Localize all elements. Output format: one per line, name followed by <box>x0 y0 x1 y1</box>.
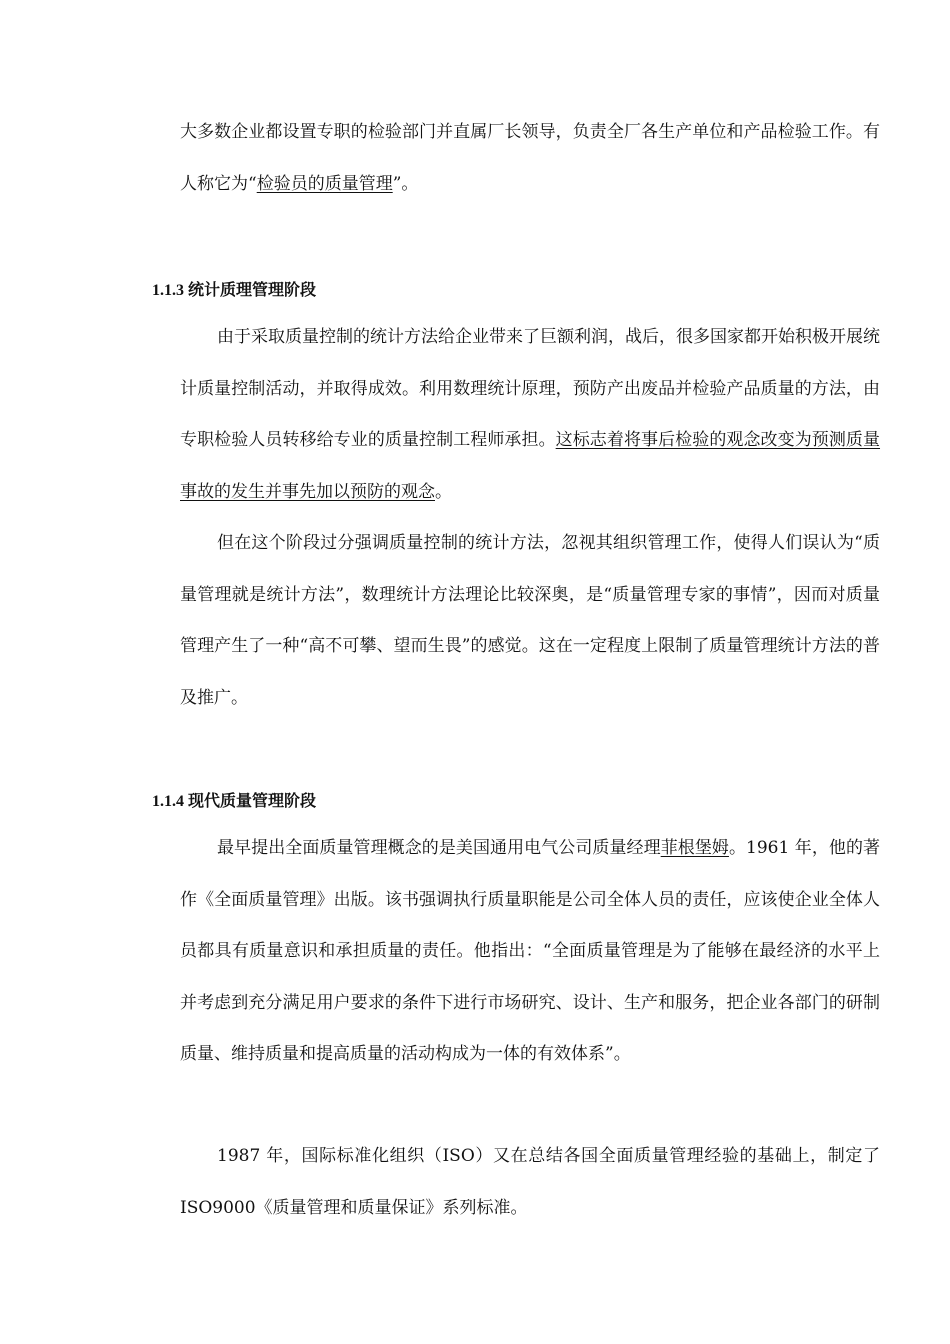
paragraph-text: 大多数企业都设置专职的检验部门并直属厂长领导，负责全厂各生产单位和产品检验工作。有人称它为“ <box>180 122 880 194</box>
paragraph-inspection-stage <box>180 107 880 210</box>
paragraph-text: 。1961 年，他的著作《全面质量管理》出版。该书强调执行质量职能是公司全体人员的责任，应该使企业全体人员都具有质量意识和承担质量的责任。他指出：“全面质量管理是为了能够在最经济的水平上并考虑到充分满足用户要求的条件下进行市场研究、设计、生产和服务，把企业各部门的研制质量、维持质量和提高质量的活动构成为一体的有效体系”。 <box>180 838 881 1064</box>
section-heading-1-1-4: 1.1.4 现代质量管理阶段 <box>152 793 317 810</box>
underlined-name-feigenbaum[interactable]: 菲根堡姆 <box>660 838 729 858</box>
paragraph-statistical-limits: 但在这个阶段过分强调质量控制的统计方法，忽视其组织管理工作，使得人们误认为“质量管理就是统计方法”，数理统计方法理论比较深奥，是“质量管理专家的事情”，因而对质量管理产生了一种“高不可攀、望而生畏”的感觉。这在一定程度上限制了质量管理统计方法的普及推广。 <box>180 533 880 708</box>
paragraph-text: 。 <box>435 481 452 502</box>
paragraph-text: 由于采取质量控制的统计方法给企业带来了巨额利润，战后，很多国家都开始积极开展统计质量控制活动，并取得成效。利用数理统计原理，预防产出废品并检验产品质量的方法，由专职检验人员转移给专业的质量控制工程师承担。 <box>180 327 880 450</box>
paragraph-tqm <box>180 823 880 1081</box>
paragraph-text: 最早提出全面质量管理概念的是美国通用电气公司质量经理 <box>217 838 661 858</box>
underlined-term-inspector-qm[interactable]: 检验员的质量管理 <box>256 173 393 194</box>
underlined-sentence-prevention[interactable]: 这标志着将事后检验的观念改变为预测质量事故的发生并事先加以预防的观念 <box>180 430 881 502</box>
paragraph-statistical-qc <box>180 312 880 518</box>
paragraph-text: ”。 <box>392 173 419 194</box>
section-heading-1-1-3: 1.1.3 统计质理管理阶段 <box>152 282 317 299</box>
paragraph-iso9000: 1987 年，国际标准化组织（ISO）又在总结各国全面质量管理经验的基础上，制定了 ISO9000《质量管理和质量保证》系列标准。 <box>180 1146 880 1218</box>
